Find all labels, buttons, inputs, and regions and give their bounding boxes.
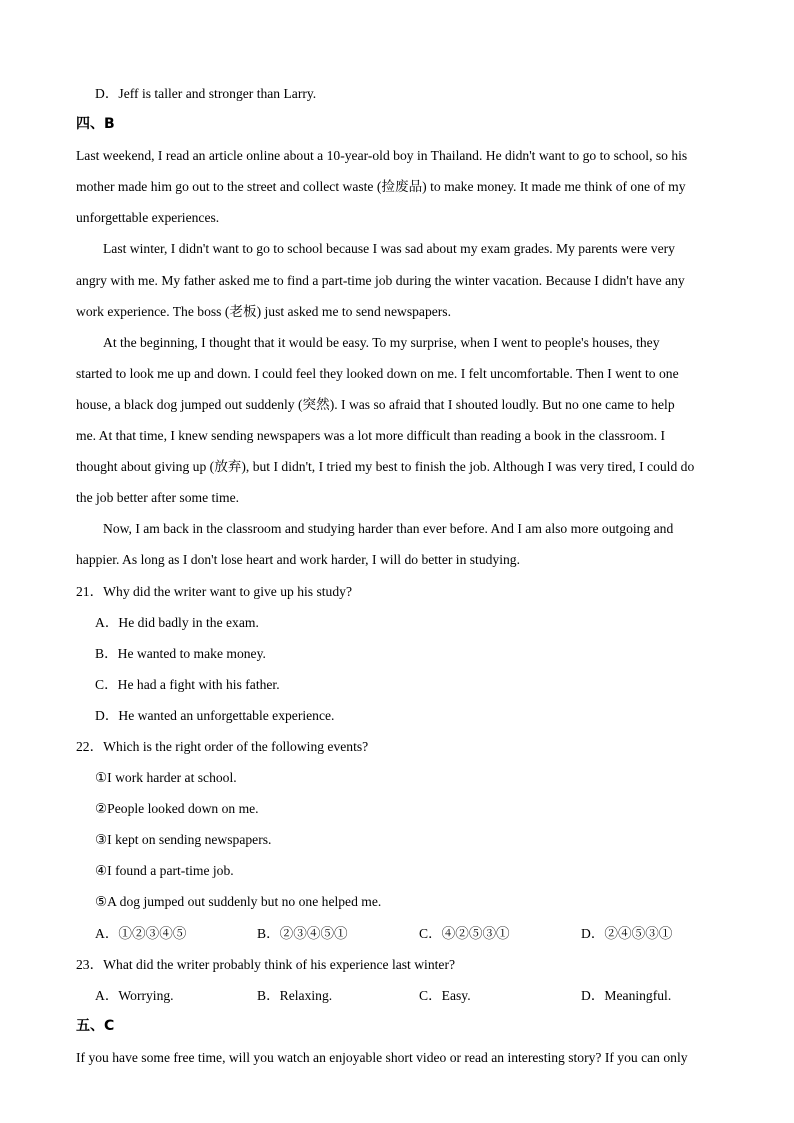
- question-stem: 23．What did the writer probably think of his experience last winter?: [76, 956, 455, 972]
- answer-option: A．He did badly in the exam.: [95, 614, 259, 630]
- q20-option-d: D．Jeff is taller and stronger than Larry.: [95, 86, 317, 101]
- section-b-heading: 四、B: [76, 116, 115, 133]
- answer-option: D．Meaningful.: [581, 987, 672, 1003]
- answer-option: C．④②⑤③①: [419, 925, 510, 941]
- passage-line: work experience. The boss (老板) just asked me to send newspapers.: [76, 303, 451, 319]
- passage-line: thought about giving up (放弃), but I didn't, I tried my best to finish the job. Although I was very tired, I could do: [76, 459, 695, 475]
- passage-line: the job better after some time.: [76, 490, 240, 506]
- exam-page: [76, 78, 748, 1073]
- passage-line: me. At that time, I knew sending newspapers was a lot more difficult than reading a book in the classroom. I: [76, 428, 666, 444]
- answer-option: C．He had a fight with his father.: [95, 676, 280, 692]
- section-b-passage: [76, 140, 748, 575]
- answer-options-row: [76, 918, 748, 949]
- passage-line: At the beginning, I thought that it would be easy. To my surprise, when I went to people's houses, they: [103, 334, 660, 350]
- event-item: ②People looked down on me.: [95, 801, 259, 817]
- passage-line: If you have some free time, will you watch an enjoyable short video or read an interesting story? If you can only: [76, 1049, 688, 1065]
- passage-line: angry with me. My father asked me to find a part-time job during the winter vacation. Because I didn't have any: [76, 272, 685, 288]
- answer-option: D．②④⑤③①: [581, 925, 673, 941]
- passage-line: mother made him go out to the street and collect waste (捡废品) to make money. It made me think of one of my: [76, 179, 686, 195]
- passage-line: started to look me up and down. I could feel they looked down on me. I felt uncomfortable. Then I went to one: [76, 365, 679, 381]
- passage-line: unforgettable experiences.: [76, 210, 220, 226]
- answer-option: A．Worrying.: [95, 987, 174, 1003]
- passage-line: Last winter, I didn't want to go to school because I was sad about my exam grades. My parents were very: [103, 241, 675, 257]
- passage-line: house, a black dog jumped out suddenly (突然). I was so afraid that I shouted loudly. But no one came to help: [76, 396, 675, 412]
- question-stem: 22．Which is the right order of the following events?: [76, 738, 369, 754]
- passage-line: happier. As long as I don't lose heart and work harder, I will do better in studying.: [76, 552, 520, 568]
- event-item: ⑤A dog jumped out suddenly but no one helped me.: [95, 894, 382, 910]
- event-item: ④I found a part-time job.: [95, 863, 234, 879]
- answer-option: B．Relaxing.: [257, 987, 333, 1003]
- passage-line: Last weekend, I read an article online about a 10-year-old boy in Thailand. He didn't want to go to school, so his: [76, 148, 688, 164]
- answer-option: B．He wanted to make money.: [95, 645, 266, 661]
- question-21: [76, 576, 748, 731]
- answer-options-row: [76, 980, 748, 1011]
- question-23: [76, 949, 748, 1011]
- section-c-heading: 五、C: [76, 1017, 115, 1034]
- answer-option: D．He wanted an unforgettable experience.: [95, 707, 335, 723]
- question-stem: 21．Why did the writer want to give up his study?: [76, 583, 352, 599]
- answer-option: C．Easy.: [419, 987, 471, 1003]
- event-item: ①I work harder at school.: [95, 770, 237, 786]
- answer-option: A．①②③④⑤: [95, 925, 187, 941]
- event-item: ③I kept on sending newspapers.: [95, 832, 272, 848]
- passage-line: Now, I am back in the classroom and studying harder than ever before. And I am also more outgoing and: [103, 521, 674, 537]
- question-22: [76, 731, 748, 949]
- answer-option: B．②③④⑤①: [257, 925, 348, 941]
